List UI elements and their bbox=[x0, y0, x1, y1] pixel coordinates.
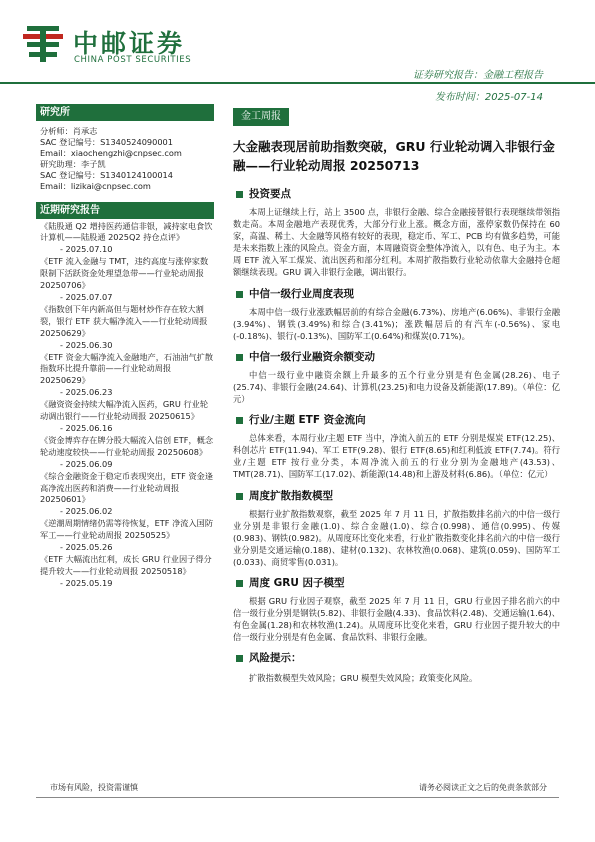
publish-date: 发布时间：2025-07-14 bbox=[434, 92, 543, 103]
recent-report-date: - 2025.06.16 bbox=[60, 422, 113, 433]
section-heading: 投资要点 bbox=[233, 187, 560, 202]
recent-report-title: 《综合金融资金于稳定币表现突出，ETF 资金逢高净流出医药和消费——行业轮动周报 20250601》 bbox=[40, 470, 214, 505]
recent-reports-list bbox=[36, 219, 214, 590]
section-heading: 风险提示： bbox=[233, 651, 560, 666]
section-heading: 周度 GRU 因子模型 bbox=[233, 576, 560, 591]
gru-factor-section bbox=[233, 576, 560, 643]
industry-performance-section bbox=[233, 287, 560, 342]
recent-report-title: 《逆潮周期情绪仍需等待恢复，ETF 净流入国防军工——行业轮动周报 20250525》 bbox=[40, 518, 214, 541]
recent-report-title: 《资金博弈存在牌分股大幅流入信创 ETF，概念轮动速度较快——行业轮动周报 20250608》 bbox=[40, 434, 214, 457]
researcher-heading: 研究所 bbox=[36, 104, 214, 121]
recent-report-date: - 2025.06.02 bbox=[60, 506, 113, 517]
recent-report-item[interactable] bbox=[40, 518, 214, 554]
logo-english-name: CHINA POST SECURITIES bbox=[74, 55, 192, 65]
footer-notice: 请务必阅读正文之后的免责条款部分 bbox=[419, 783, 547, 792]
researcher-email-link[interactable]: Email：lizikai@cnpsec.com bbox=[40, 181, 151, 192]
recent-report-title: 《陆股通 Q2 增持医药通信非银，减持家电食饮计算机——陆股通 2025Q2 持仓点评》 bbox=[40, 220, 213, 243]
section-heading: 中信一级行业周度表现 bbox=[233, 287, 560, 302]
section-text: 本周中信一级行业涨跌幅居前的有综合金融(6.73%)、房地产(6.06%)、非银行金融(3.94%)、钢铁(3.49%)和综合(3.41%)；涨跌幅居后的有汽车(-0.56%)、家电(-0.18%)、银行(-0.13%)、国防军工(0.64%)和煤炭(0.71%)。 bbox=[233, 306, 560, 341]
recent-report-item[interactable] bbox=[40, 304, 214, 352]
section-heading: 行业/主题 ETF 资金流向 bbox=[233, 413, 560, 428]
section-text: 根据 GRU 行业因子观察，截至 2025 年 7 月 11 日，GRU 行业因子排名前六的中信一级行业分别是钢铁(5.82)、非银行金融(4.33)、食品饮料(2.48)、交通运输(1.64)、有色金属(1.28)和农林牧渔(1.24)。从周度环比变化来看，GRU 行业因子提升较大的中信一级行业分别是有色金属、食品饮料、非银行金融。 bbox=[233, 595, 560, 643]
report-category-tag: 金工周报 bbox=[233, 108, 289, 126]
recent-report-item[interactable] bbox=[40, 399, 214, 435]
square-bullet-icon bbox=[236, 291, 243, 298]
recent-report-item[interactable] bbox=[40, 471, 214, 519]
square-bullet-icon bbox=[236, 191, 243, 198]
recent-report-item[interactable] bbox=[40, 554, 214, 590]
recent-report-date: - 2025.07.10 bbox=[60, 244, 113, 255]
logo-chinese-name: 中邮证券 bbox=[73, 29, 186, 58]
recent-report-item[interactable] bbox=[40, 221, 214, 257]
report-title: 大金融表现居前助指数突破，GRU 行业轮动调入非银行金融——行业轮动周报 20250713 bbox=[233, 139, 555, 173]
researcher-email-link[interactable]: Email：xiaochengzhi@cnpsec.com bbox=[40, 148, 182, 159]
header-divider bbox=[0, 82, 595, 84]
recent-report-item[interactable] bbox=[40, 256, 214, 304]
section-text: 中信一级行业中融资余额上升最多的五个行业分别是有色金属(28.26)、电子(25.74)、非银行金融(24.64)、计算机(23.25)和电力设备及新能源(17.89)。（单位：亿元） bbox=[233, 369, 560, 405]
researcher-line: SAC 登记编号：S1340524090001 bbox=[40, 137, 173, 148]
footer-divider bbox=[36, 797, 559, 798]
recent-report-title: 《指数创下年内新高但与题材炒作存在较大割裂，银行 ETF 获大幅净流入——行业轮动周报 20250629》 bbox=[40, 303, 208, 338]
square-bullet-icon bbox=[236, 354, 243, 361]
square-bullet-icon bbox=[236, 417, 243, 424]
recent-report-date: - 2025.06.30 bbox=[60, 339, 113, 350]
recent-reports-heading: 近期研究报告 bbox=[36, 202, 214, 219]
recent-report-date: - 2025.05.26 bbox=[60, 542, 113, 553]
recent-report-item[interactable] bbox=[40, 435, 214, 471]
recent-report-title: 《ETF 大幅流出红利，成长 GRU 行业因子得分提升较大——行业轮动周报 20250518》 bbox=[40, 553, 212, 576]
recent-report-date: - 2025.06.23 bbox=[60, 387, 113, 398]
china-post-logo-icon bbox=[21, 22, 65, 66]
recent-report-item[interactable] bbox=[40, 352, 214, 400]
researcher-line: 研究助理：李子凯 bbox=[40, 159, 106, 170]
sidebar bbox=[36, 104, 214, 590]
recent-report-date: - 2025.06.09 bbox=[60, 458, 113, 469]
footer-disclaimer: 市场有风险，投资需谨慎 bbox=[50, 783, 138, 792]
researcher-line: 分析师：肖承志 bbox=[40, 126, 98, 136]
highlights-section bbox=[233, 187, 560, 279]
risk-text: 扩散指数模型失效风险；GRU 模型失效风险；政策变化风险。 bbox=[249, 673, 478, 684]
recent-report-title: 《ETF 资金大幅净流入金融地产，石油油气扩散指数环比提升靠前——行业轮动周报 20250629》 bbox=[40, 351, 214, 386]
section-text: 根据行业扩散指数观察，截至 2025 年 7 月 11 日，扩散指数排名前六的中信一级行业分别是非银行金融(1.0)、综合金融(1.0)、综合(0.998)、通信(0.995)、传媒(0.983)、钢铁(0.982)。从周度环比变化来看，行业扩散指数变化排名前六的中信一级行业分别是交通运输(0.188)、建材(0.132)、农林牧渔(0.068)、建筑(0.059)、国防军工(0.033)、商贸零售(0.031)。 bbox=[233, 508, 560, 567]
recent-report-title: 《ETF 流入金融与 TMT，违约高度与涨停家数限制下活跃资金处理望急带——行业轮动周报 20250706》 bbox=[40, 256, 209, 291]
square-bullet-icon bbox=[236, 493, 243, 500]
section-heading: 中信一级行业融资余额变动 bbox=[233, 350, 560, 365]
etf-flow-section bbox=[233, 413, 560, 480]
square-bullet-icon bbox=[236, 655, 243, 662]
recent-report-date: - 2025.07.07 bbox=[60, 292, 113, 302]
risk-section bbox=[233, 651, 560, 684]
section-text: 总体来看，本周行业/主题 ETF 当中，净流入前五的 ETF 分别是煤炭 ETF(12.25)、科创芯片 ETF(11.94)、军工 ETF(9.28)、银行 ETF(8.65)和红利低波 ETF(7.74)。符行业/主题 ETF 按行业分类，本周净流入前五的行业分别为金融地产(43.53)、TMT(28.71)、国防军工(17.02)、新能源(14.48)和上游及材料(6.86)。（单位：亿元） bbox=[233, 433, 560, 480]
square-bullet-icon bbox=[236, 580, 243, 587]
recent-report-title: 《融资资金持续大幅净流入医药，GRU 行业轮动调出银行——行业轮动周报 20250615》 bbox=[40, 399, 209, 422]
main-content bbox=[233, 104, 560, 684]
report-type: 证券研究报告：金融工程报告 bbox=[413, 70, 543, 81]
recent-report-date: - 2025.05.19 bbox=[60, 577, 113, 588]
diffusion-index-section bbox=[233, 489, 560, 568]
researcher-line: SAC 登记编号：S1340124100014 bbox=[40, 170, 173, 181]
section-heading: 周度扩散指数模型 bbox=[233, 489, 560, 504]
researcher-info bbox=[36, 121, 214, 193]
company-logo bbox=[21, 20, 211, 70]
highlights-text: 本周上证继续上行，站上 3500 点，非银行金融、综合金融接替银行表现继续带领指数走高。本周金融地产表现优秀，大部分行业上涨。概念方面，涨停家数仍保持在 60 家，高温、稀土、大金融等风格有较好的表现，稳定币、军工、PCB 均有做多趋势，可能是未来指数上涨的风险点。资金方面，本周融资资金整体净流入，以有色、电子为主。本周 ETF 流入军工煤炭、流出医药和部分红利。本周扩散指数行业轮动依靠大金融持仓超额继续表现。GRU 调入非银行金融，调出银行。 bbox=[233, 207, 560, 278]
margin-balance-section bbox=[233, 350, 560, 405]
